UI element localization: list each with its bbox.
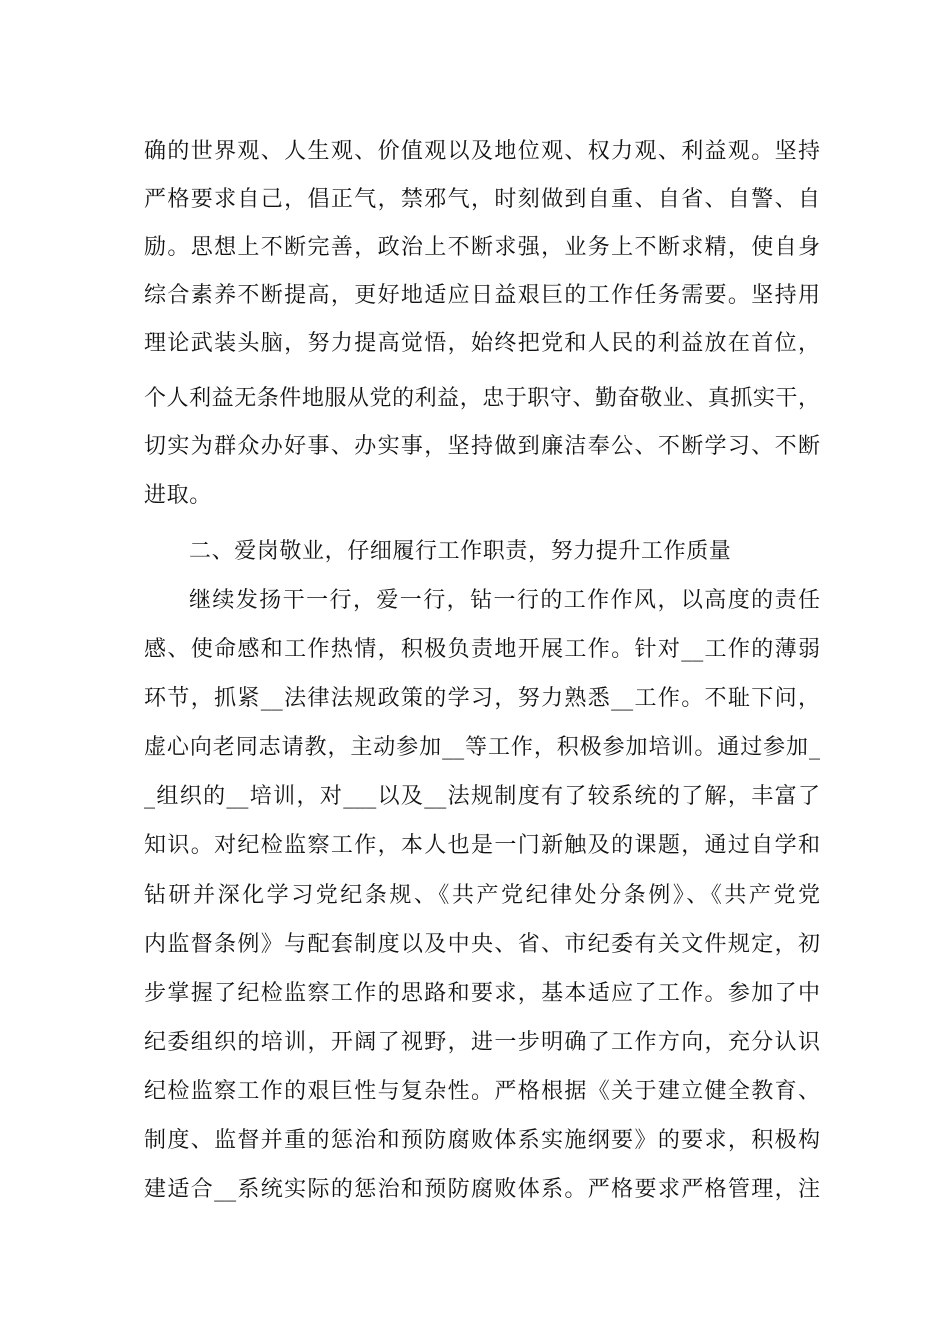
- paragraph2-line-12: 制度、监督并重的惩治和预防腐败体系实施纲要》的要求，积极构: [144, 1128, 820, 1153]
- paragraph1-line-4: 综合素养不断提高，更好地适应日益艰巨的工作任务需要。坚持用: [144, 283, 820, 308]
- paragraph1-line-8: 进取。: [144, 483, 212, 508]
- paragraph2-line-5: _组织的__培训，对___以及__法规制度有了较系统的了解，丰富了: [144, 784, 820, 809]
- paragraph1-line-2: 严格要求自己，倡正气，禁邪气，时刻做到自重、自省、自警、自: [144, 187, 820, 212]
- paragraph2-line-10: 纪委组织的培训，开阔了视野，进一步明确了工作方向，充分认识: [144, 1030, 820, 1055]
- section-heading: 二、爱岗敬业，仔细履行工作职责，努力提升工作质量: [189, 539, 732, 564]
- paragraph1-line-5: 理论武装头脑，努力提高觉悟，始终把党和人民的利益放在首位，: [144, 331, 820, 356]
- paragraph2-line-6: 知识。对纪检监察工作，本人也是一门新触及的课题，通过自学和: [144, 833, 820, 858]
- paragraph2-line-1: 继续发扬干一行，爱一行，钻一行的工作作风，以高度的责任: [189, 588, 820, 613]
- paragraph2-line-8: 内监督条例》与配套制度以及中央、省、市纪委有关文件规定，初: [144, 932, 820, 957]
- paragraph2-line-7: 钻研并深化学习党纪条规、《共产党纪律处分条例》、《共产党党: [144, 883, 820, 908]
- paragraph2-line-13: 建适合__系统实际的惩治和预防腐败体系。严格要求严格管理，注: [144, 1177, 820, 1202]
- paragraph2-line-11: 纪检监察工作的艰巨性与复杂性。严格根据《关于建立健全教育、: [144, 1079, 820, 1104]
- paragraph2-line-4: 虚心向老同志请教，主动参加__等工作，积极参加培训。通过参加_: [144, 735, 820, 760]
- paragraph1-line-1: 确的世界观、人生观、价值观以及地位观、权力观、利益观。坚持: [144, 139, 820, 164]
- paragraph1-line-7: 切实为群众办好事、办实事，坚持做到廉洁奉公、不断学习、不断: [144, 434, 820, 459]
- paragraph1-line-3: 励。思想上不断完善，政治上不断求强，业务上不断求精，使自身: [144, 235, 820, 260]
- paragraph2-line-2: 感、使命感和工作热情，积极负责地开展工作。针对__工作的薄弱: [144, 637, 820, 662]
- paragraph2-line-9: 步掌握了纪检监察工作的思路和要求，基本适应了工作。参加了中: [144, 981, 820, 1006]
- paragraph2-line-3: 环节，抓紧__法律法规政策的学习，努力熟悉__工作。不耻下问，: [144, 686, 820, 711]
- paragraph1-line-6: 个人利益无条件地服从党的利益，忠于职守、勤奋敬业、真抓实干，: [144, 386, 820, 411]
